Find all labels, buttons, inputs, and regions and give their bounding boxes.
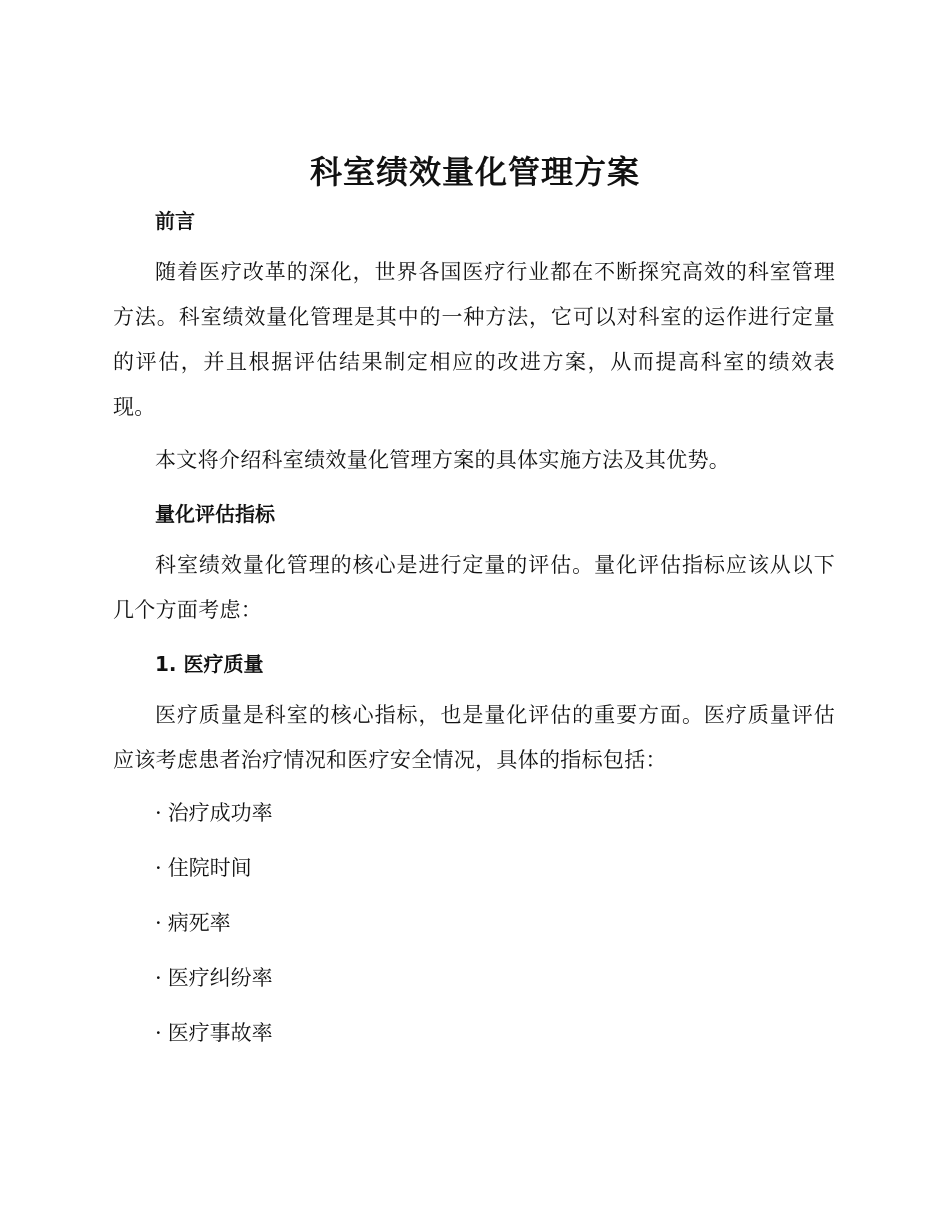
list-item	[113, 901, 835, 946]
list-item-text: 医疗纠纷率	[167, 966, 273, 990]
list-item	[113, 956, 835, 1001]
list-item-text: 医疗事故率	[167, 1021, 273, 1045]
quality-paragraph: 医疗质量是科室的核心指标，也是量化评估的重要方面。医疗质量评估应该考虑患者治疗情况和医疗安全情况，具体的指标包括：	[113, 703, 835, 772]
list-item	[113, 1011, 835, 1056]
section-heading-quality: 1. 医疗质量	[155, 652, 264, 676]
bullet-icon: ·	[155, 911, 162, 935]
bullet-icon: ·	[155, 1021, 162, 1045]
quality-indicator-list	[113, 791, 835, 1056]
bullet-icon: ·	[155, 801, 162, 825]
document-title: 科室绩效量化管理方案	[309, 153, 640, 191]
document-body	[113, 198, 835, 1066]
indicators-paragraph: 科室绩效量化管理的核心是进行定量的评估。量化评估指标应该从以下几个方面考虑：	[113, 553, 835, 622]
list-item-text: 治疗成功率	[167, 801, 273, 825]
section-heading-preface: 前言	[155, 209, 195, 233]
bullet-icon: ·	[155, 966, 162, 990]
list-item	[113, 846, 835, 891]
preface-paragraph-1: 随着医疗改革的深化，世界各国医疗行业都在不断探究高效的科室管理方法。科室绩效量化管理是其中的一种方法，它可以对科室的运作进行定量的评估，并且根据评估结果制定相应的改进方案，从而提高科室的绩效表现。	[113, 260, 835, 419]
preface-paragraph-2: 本文将介绍科室绩效量化管理方案的具体实施方法及其优势。	[155, 448, 731, 472]
list-item	[113, 791, 835, 836]
list-item-text: 病死率	[167, 911, 231, 935]
section-heading-indicators: 量化评估指标	[155, 502, 275, 526]
bullet-icon: ·	[155, 856, 162, 880]
list-item-text: 住院时间	[167, 856, 252, 880]
